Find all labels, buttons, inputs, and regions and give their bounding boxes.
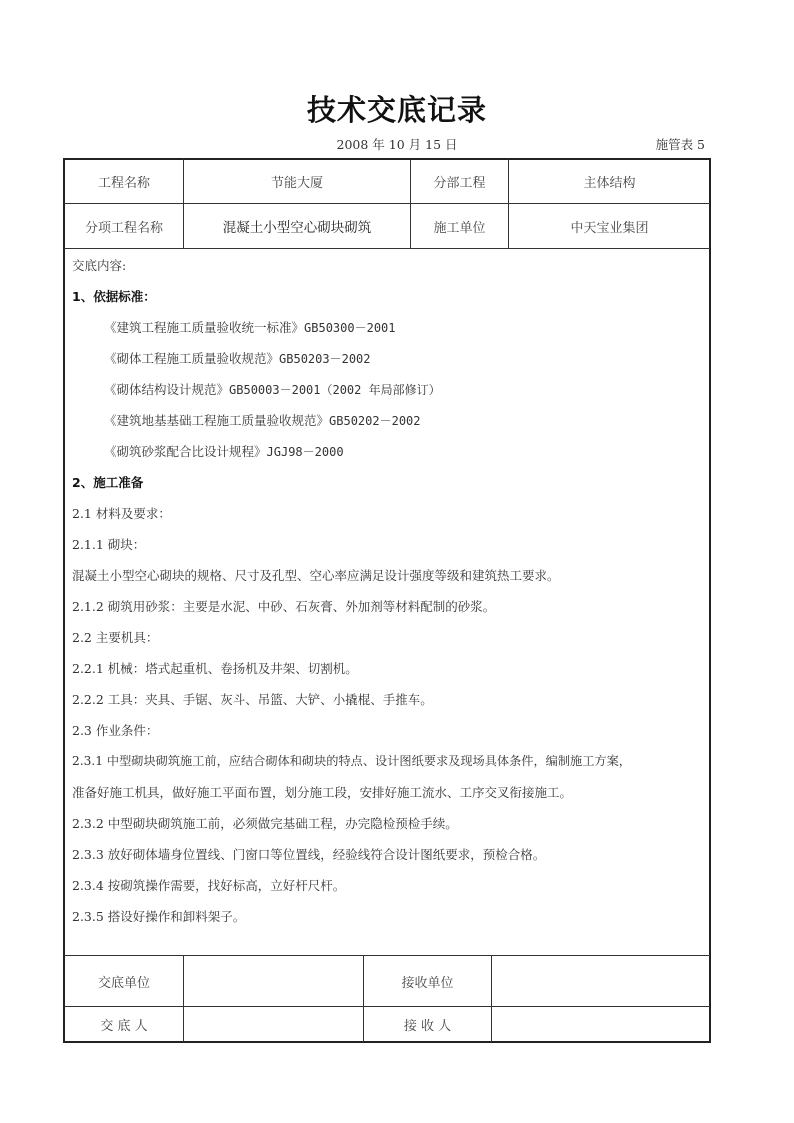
section1-heading: 1、依据标准：	[72, 289, 156, 304]
content-line: 混凝土小型空心砌块的规格、尺寸及孔型、空心率应满足设计强度等级和建筑热工要求。	[72, 568, 560, 583]
standard-name: 《建筑工程施工质量验收统一标准》	[104, 320, 305, 335]
standard-name: 《砌筑砂浆配合比设计规程》	[104, 444, 267, 459]
content-line: 2.3.3 放好砌体墙身位置线、门窗口等位置线，经验线符合设计图纸要求，预检合格。	[72, 847, 546, 862]
content-line: 2.2.2 工具：夹具、手锯、灰斗、吊篮、大铲、小撬棍、手推车。	[72, 692, 433, 707]
content-line: 准备好施工机具，做好施工平面布置，划分施工段，安排好施工流水、工序交叉衔接施工。	[72, 785, 573, 800]
standard-name: 《建筑地基基础工程施工质量验收规范》	[104, 413, 330, 428]
division-value: 主体结构	[583, 176, 636, 191]
standard-code: GB50202－2002	[329, 414, 421, 428]
content-line: 2.3.2 中型砌块砌筑施工前，必须做完基础工程，办完隐检预检手续。	[72, 816, 458, 831]
receiver-person-label: 接 收 人	[403, 1019, 452, 1034]
standard-item	[104, 380, 441, 398]
standard-code: GB50300－2001	[304, 321, 396, 335]
standard-code: JGJ98－2000	[266, 445, 344, 459]
standard-item	[104, 349, 371, 367]
issuer-person-label: 交 底 人	[100, 1019, 148, 1034]
page-title: 技术交底记录	[306, 93, 487, 127]
project-name-label: 工程名称	[97, 176, 150, 191]
division-label: 分部工程	[433, 176, 486, 191]
standard-item	[104, 411, 421, 429]
content-line: 2.1.2 砌筑用砂浆：主要是水泥、中砂、石灰膏、外加剂等材料配制的砂浆。	[72, 599, 496, 614]
receiver-person-field[interactable]	[492, 1007, 710, 1042]
content-line: 2.3.1 中型砌块砌筑施工前，应结合砌体和砌块的特点、设计图纸要求及现场具体条件，编制施工方案，	[72, 754, 631, 768]
standard-name: 《砌体工程施工质量验收规范》	[104, 351, 280, 366]
issuer-unit-label: 交底单位	[97, 975, 150, 991]
contractor-label: 施工单位	[433, 220, 486, 236]
standard-item	[104, 442, 344, 460]
content-intro: 交底内容:	[72, 258, 127, 273]
section2-heading: 2、施工准备	[72, 475, 144, 490]
contractor-value: 中天宝业集团	[570, 220, 649, 236]
content-line: 2.1.1 砌块：	[72, 537, 146, 552]
receiver-unit-field[interactable]	[492, 956, 710, 1006]
standard-item	[104, 318, 396, 336]
subproject-label: 分项工程名称	[84, 220, 163, 236]
standard-name: 《砌体结构设计规范》	[104, 382, 230, 397]
content-line: 2.3.4 按砌筑操作需要，找好标高，立好杆尺杆。	[72, 878, 346, 893]
project-name-value: 节能大厦	[270, 176, 323, 191]
row-divider	[64, 248, 710, 249]
issuer-person-field[interactable]	[184, 1007, 363, 1042]
subproject-value: 混凝土小型空心砌块砌筑	[222, 220, 372, 236]
form-number: 施管表 5	[655, 137, 705, 152]
standard-code: GB50203－2002	[279, 352, 371, 366]
receiver-unit-label: 接收单位	[401, 975, 454, 991]
content-line: 2.1 材料及要求：	[72, 506, 171, 521]
content-line: 2.3.5 搭设好操作和卸料架子。	[72, 909, 246, 924]
content-line: 2.2.1 机械：塔式起重机、卷扬机及井架、切割机。	[72, 661, 358, 676]
content-line: 2.3 作业条件：	[72, 723, 159, 738]
standard-code: GB50003－2001（2002 年局部修订）	[229, 383, 441, 397]
record-date: 2008 年 10 月 15 日	[336, 137, 458, 152]
content-line: 2.2 主要机具：	[72, 630, 159, 645]
issuer-unit-field[interactable]	[184, 956, 363, 1006]
